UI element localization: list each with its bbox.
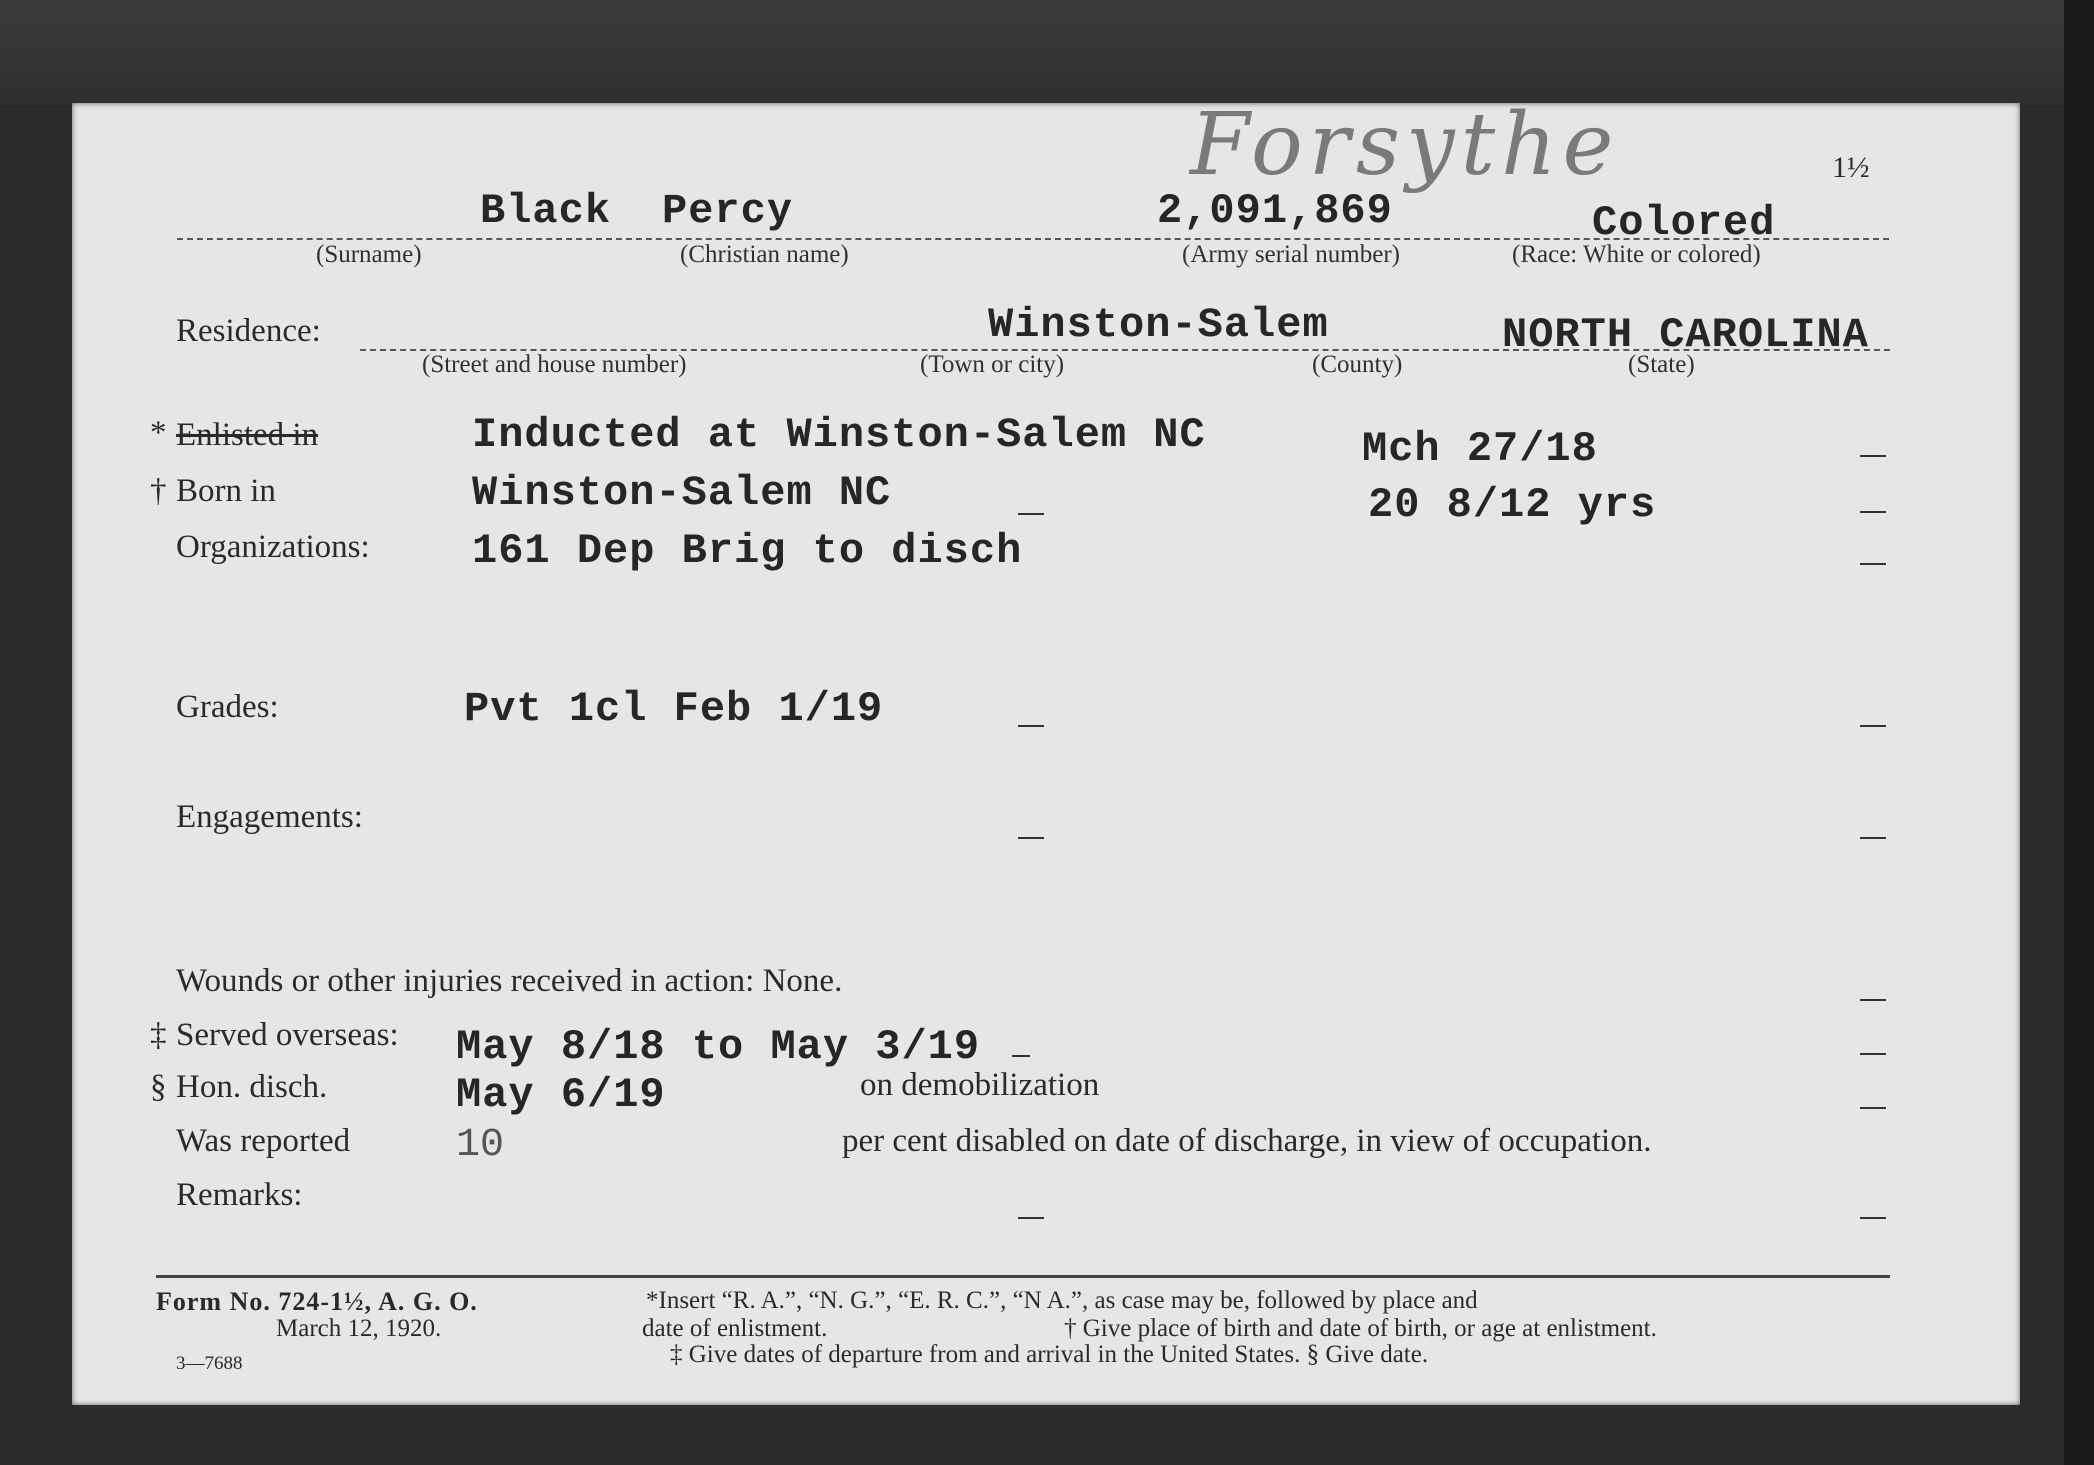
overseas-value: May 8/18 to May 3/19 (456, 1023, 981, 1071)
engagements-dash-mid (1018, 837, 1044, 839)
county-caption: (County) (1312, 351, 1403, 378)
serial-number-value: 2,091,869 (1157, 187, 1393, 235)
discharge-label: Hon. disch. (176, 1069, 328, 1105)
born-dash-mid (1018, 513, 1044, 515)
grades-label: Grades: (176, 689, 279, 725)
surname-value: Black (480, 187, 612, 235)
scan-background-top (0, 0, 2094, 105)
born-dash (1860, 511, 1886, 513)
born-age: 20 8/12 yrs (1368, 481, 1657, 529)
residence-state-value: NORTH CAROLINA (1502, 311, 1869, 359)
service-record-card (72, 95, 2020, 1405)
enlisted-label: Enlisted in (176, 417, 319, 453)
remarks-dash (1860, 1217, 1886, 1219)
residence-label: Residence: (176, 313, 321, 349)
overseas-dash (1860, 1053, 1886, 1055)
footnote-line-3: ‡ Give dates of departure from and arrival in the United States. § Give date. (670, 1341, 1429, 1368)
overseas-dash-mid (1012, 1055, 1030, 1057)
surname-caption: (Surname) (316, 241, 422, 268)
born-mark: † (150, 473, 167, 509)
discharge-note: on demobilization (860, 1067, 1100, 1103)
born-value: Winston-Salem NC (472, 469, 892, 517)
reported-note: per cent disabled on date of discharge, in view of occupation. (842, 1123, 1652, 1159)
wounds-dash (1860, 999, 1886, 1001)
christian-name-caption: (Christian name) (680, 241, 849, 268)
overseas-label: Served overseas: (176, 1017, 399, 1053)
town-caption: (Town or city) (920, 351, 1065, 378)
remarks-dash-mid (1018, 1217, 1044, 1219)
organizations-dash (1860, 563, 1886, 565)
footnote-line-2b: † Give place of birth and date of birth, or age at enlistment. (1064, 1315, 1657, 1342)
serial-number-caption: (Army serial number) (1182, 241, 1400, 268)
grades-dash-mid (1018, 725, 1044, 727)
grades-dash (1860, 725, 1886, 727)
form-date: March 12, 1920. (276, 1315, 442, 1342)
remarks-label: Remarks: (176, 1177, 303, 1213)
name-row-line (177, 238, 1889, 240)
discharge-mark: § (150, 1069, 167, 1105)
born-label: Born in (176, 473, 276, 509)
organizations-label: Organizations: (176, 529, 370, 565)
enlisted-date: Mch 27/18 (1362, 425, 1598, 473)
overseas-mark: ‡ (150, 1017, 167, 1053)
street-caption: (Street and house number) (422, 351, 687, 378)
engagements-dash (1860, 837, 1886, 839)
enlisted-value: Inducted at Winston-Salem NC (472, 411, 1206, 459)
race-caption: (Race: White or colored) (1512, 241, 1761, 268)
footer-rule (156, 1275, 1890, 1278)
state-caption: (State) (1628, 351, 1695, 378)
grades-value: Pvt 1cl Feb 1/19 (464, 685, 884, 733)
discharge-value: May 6/19 (456, 1071, 666, 1119)
print-code: 3—7688 (176, 1353, 243, 1374)
scan-background-right (2064, 0, 2094, 1465)
christian-name-value: Percy (662, 187, 794, 235)
reported-label: Was reported (176, 1123, 351, 1159)
residence-town-value: Winston-Salem (988, 301, 1329, 349)
form-number: Form No. 724-1½, A. G. O. (156, 1287, 478, 1316)
footnote-line-1: *Insert “R. A.”, “N. G.”, “E. R. C.”, “N A.”, as case may be, followed by place and (646, 1287, 1478, 1314)
reported-value: 10 (456, 1123, 505, 1168)
discharge-dash (1860, 1107, 1886, 1109)
handwritten-county: Forsythe (1190, 95, 1620, 195)
sheet-number: 1½ (1832, 151, 1870, 184)
footnote-line-2a: date of enlistment. (642, 1315, 828, 1342)
enlisted-mark: * (150, 415, 167, 451)
engagements-label: Engagements: (176, 799, 363, 835)
race-value: Colored (1592, 199, 1776, 247)
wounds-text: Wounds or other injuries received in action: None. (176, 963, 843, 999)
organizations-value: 161 Dep Brig to disch (472, 527, 1023, 575)
enlisted-dash (1860, 455, 1886, 457)
